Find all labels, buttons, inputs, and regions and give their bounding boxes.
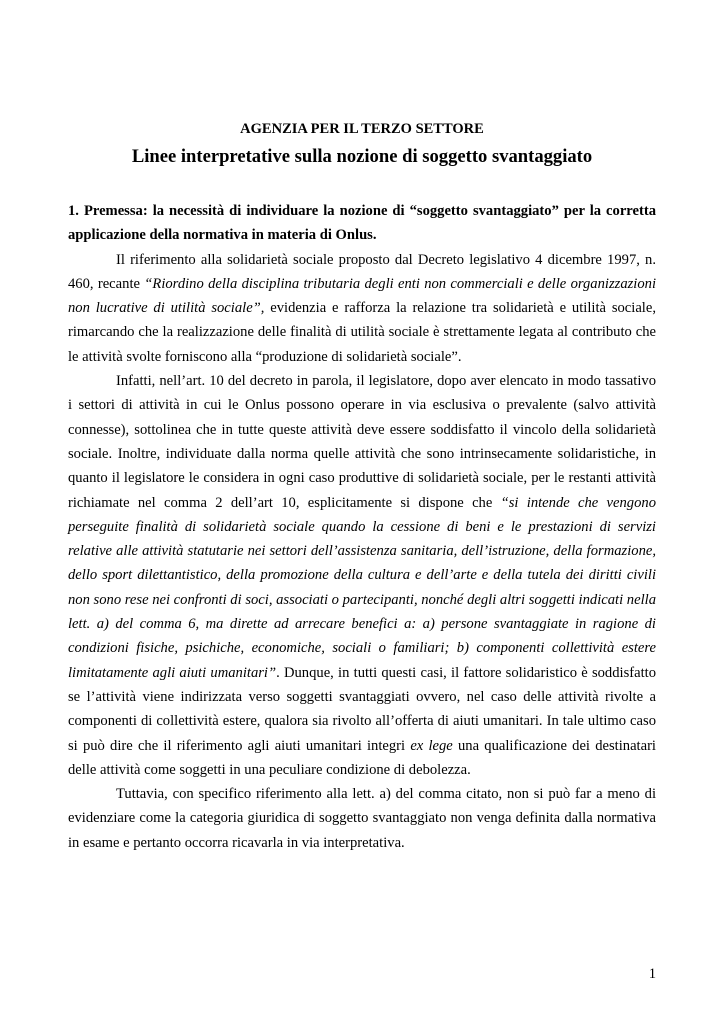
paragraph-text: una qualificazione dei destinatari delle attività come soggetti in una peculiare condizione di debolezza. xyxy=(68,737,656,778)
section-heading: 1. Premessa: la necessità di individuare la nozione di “soggetto svantaggiato” per la corretta applicazione della normativa in materia di Onlus. xyxy=(68,203,656,244)
paragraph-3 xyxy=(68,782,656,855)
paragraph-text: . Dunque, in tutti questi casi, il fattore solidaristico è soddisfatto se l’attività viene indirizzata verso soggetti svantaggiati ovvero, nel caso delle attività rivolte a componenti di collettività estere, qualora sia rivolto all’offerta di aiuti umanitari. In tale ultimo caso si può dire che il riferimento agli aiuti umanitari integri xyxy=(68,664,656,754)
latin-term: ex lege xyxy=(410,737,453,754)
organization-name: AGENZIA PER IL TERZO SETTORE xyxy=(240,121,484,137)
paragraph-text: evidenzia e rafforza la relazione tra solidarietà e utilità sociale, rimarcando che la realizzazione delle finalità di utilità sociale è strettamente legata al contributo che le attività svolte forniscono alla “produzione di solidarietà sociale”. xyxy=(68,300,656,365)
document-title: Linee interpretative sulla nozione di soggetto svantaggiato xyxy=(131,146,593,167)
page-number: 1 xyxy=(648,966,656,982)
document-page xyxy=(68,0,656,1024)
paragraph-text: Infatti, nell’art. 10 del decreto in parola, il legislatore, dopo aver elencato in modo tassativo i settori di attività in cui le Onlus possono operare in via esclusiva o prevalente (salvo attività connesse), sottolinea che in tutte queste attività deve essere soddisfatto il vincolo della solidarietà sociale. Inoltre, individuate dalla norma quelle attività che sono intrinsecamente solidaristiche, in quanto il legislatore le considera in ogni caso produttive di solidarietà sociale, per le restanti attività richiamate nel comma 2 dell’art 10, esplicitamente si dispone che xyxy=(68,373,656,511)
legal-quotation: “si intende che vengono perseguite finalità di solidarietà sociale quando la cessione di beni e le prestazioni di servizi relative alle attività statutarie nei settori dell’assistenza sanitaria, dell’istruzione, della formazione, dello sport dilettantistico, della promozione della cultura e dell’arte e della tutela dei diritti civili non sono rese nei confronti di soci, associati o partecipanti, nonché degli altri soggetti indicati nella lett. a) del comma 6, ma dirette ad arrecare benefici a: a) persone svantaggiate in ragione di condizioni fisiche, psichiche, economiche, sociali o familiari; b) componenti collettività estere limitatamente agli aiuti umanitari” xyxy=(68,494,656,681)
quoted-title: “Riordino della disciplina tributaria degli enti non commerciali e delle organizzazioni non lucrative di utilità sociale”, xyxy=(68,275,656,317)
paragraph-1 xyxy=(68,248,656,369)
paragraph-text: Tuttavia, con specifico riferimento alla lett. a) del comma citato, non si può far a meno di evidenziare come la categoria giuridica di soggetto svantaggiato non venga definita dalla normativa in esame e pertanto occorra ricavarla in via interpretativa. xyxy=(68,786,656,851)
paragraph-2 xyxy=(68,369,656,782)
paragraph-text: Il riferimento alla solidarietà sociale proposto dal Decreto legislativo 4 dicembre 1997, n. 460, recante xyxy=(68,251,656,292)
document-body xyxy=(68,199,656,855)
